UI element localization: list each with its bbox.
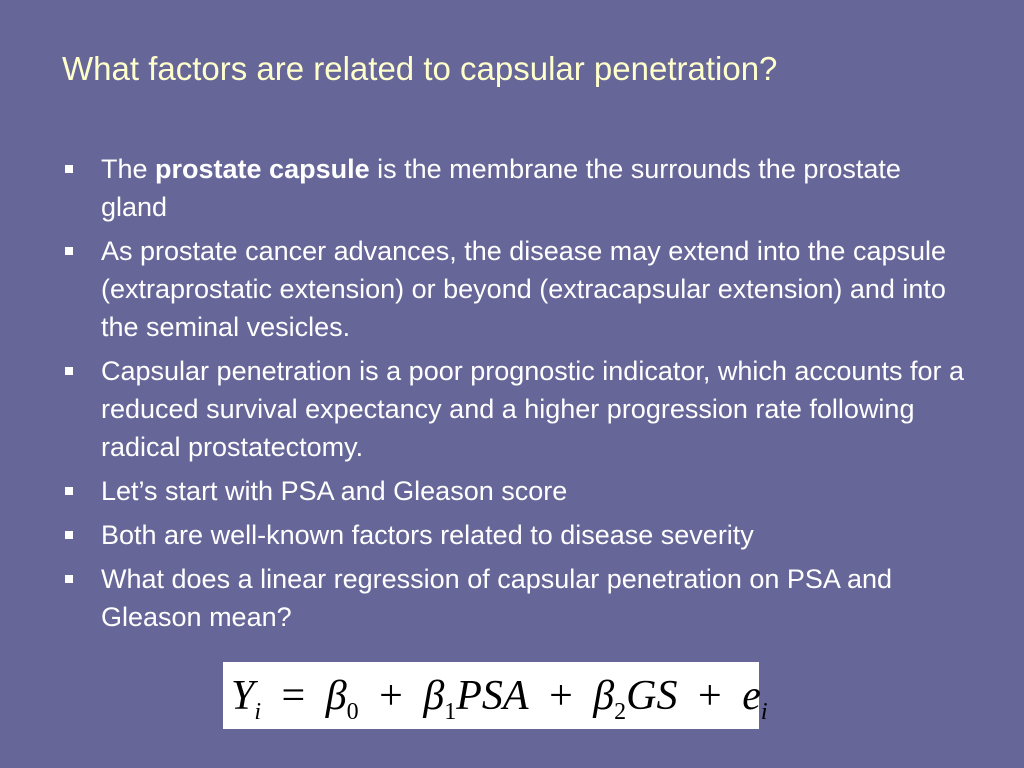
eq-beta1-subscript: 1 [444,699,457,725]
eq-plus: + [698,673,722,719]
square-bullet-icon [65,531,73,539]
eq-plus: + [549,673,573,719]
bullet-text: Let’s start with PSA and Gleason score [101,476,568,506]
eq-y: Y [231,673,255,719]
eq-beta2: β [593,673,615,719]
eq-equals: = [281,673,306,719]
bullet-text-prefix: The [101,154,156,184]
eq-y-subscript: i [254,699,262,725]
square-bullet-icon [65,247,73,255]
bullet-text-suffix: is the membrane the surrounds the prostate gland [101,154,901,222]
eq-error: e [742,673,761,719]
bullet-item [62,352,972,466]
square-bullet-icon [65,575,73,583]
square-bullet-icon [65,487,73,495]
eq-gs: GS [626,673,678,719]
bullet-text: Capsular penetration is a poor prognostic indicator, which accounts for a reduced survival expectancy and a higher progression rate following radical prostatectomy. [101,356,964,462]
eq-error-subscript: i [760,699,768,725]
bullet-item [62,232,972,346]
bullet-text: Both are well-known factors related to disease severity [101,520,754,550]
bullet-text-bold: prostate capsule [155,154,370,184]
bullet-text: As prostate cancer advances, the disease may extend into the capsule (extraprostatic extension) or beyond (extracapsular extension) and into the seminal vesicles. [101,236,947,342]
bullet-item [62,472,972,510]
eq-beta0-subscript: 0 [346,699,359,725]
regression-equation-box [223,662,768,729]
regression-equation [231,668,768,724]
bullet-item [62,516,972,554]
square-bullet-icon [65,165,73,173]
slide-title: What factors are related to capsular penetration? [62,50,778,87]
bullet-item [62,560,972,636]
eq-beta2-subscript: 2 [614,699,627,725]
bullet-item [62,150,972,226]
bullet-text: What does a linear regression of capsular penetration on PSA and Gleason mean? [101,564,892,632]
square-bullet-icon [65,367,73,375]
eq-plus: + [379,673,403,719]
bullet-list [62,150,972,642]
eq-beta0: β [325,673,347,719]
eq-psa: PSA [456,673,529,719]
eq-beta1: β [423,673,445,719]
